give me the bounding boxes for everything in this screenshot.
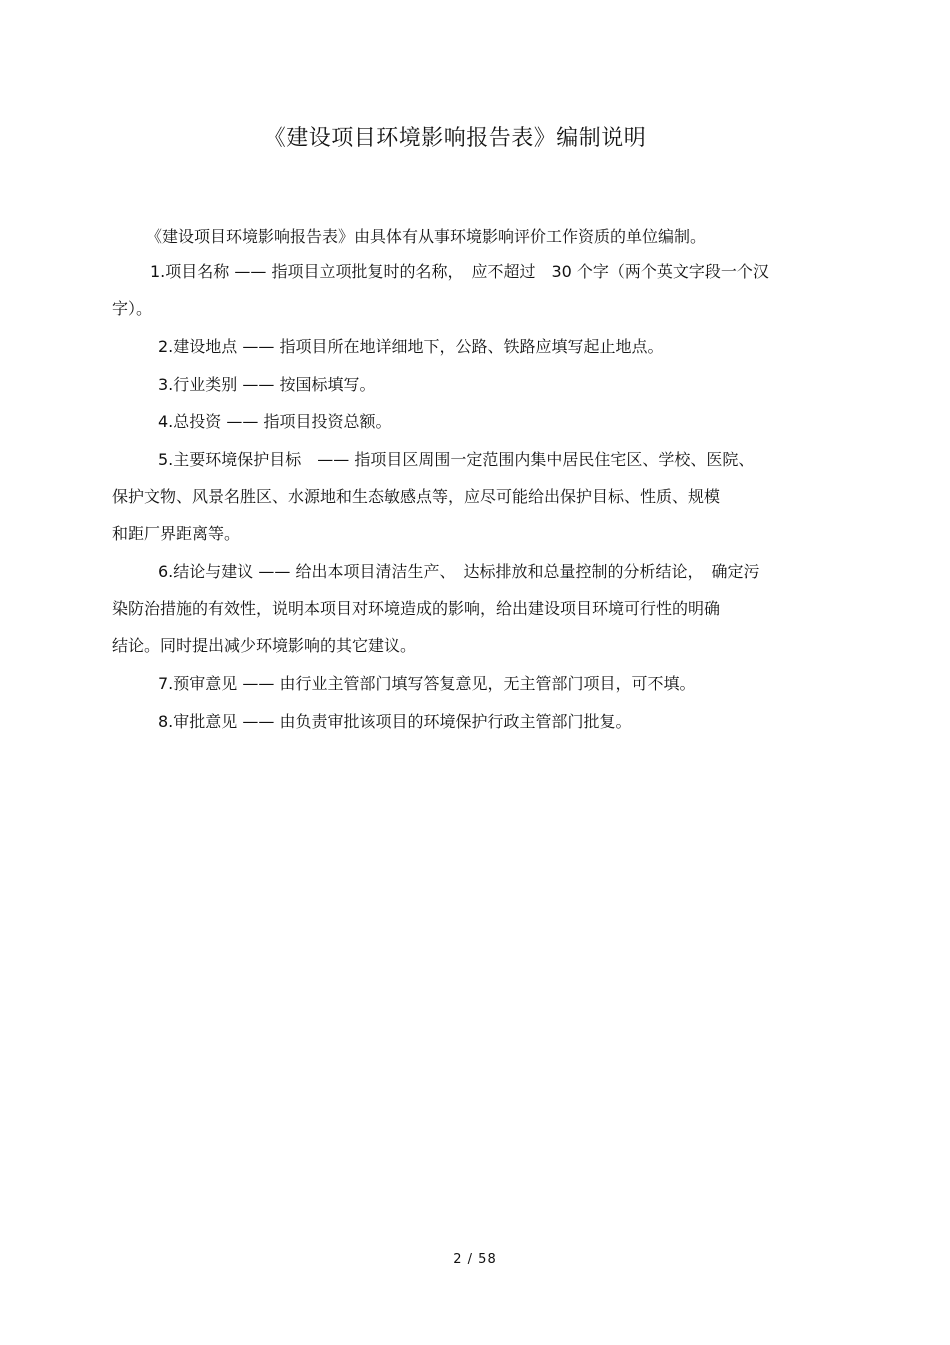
paragraph-item-4-line-1: 4.总投资 —— 指项目投资总额。: [158, 412, 392, 431]
paragraph-item-6-line-2: 染防治措施的有效性，说明本项目对环境造成的影响，给出建设项目环境可行性的明确: [112, 599, 721, 618]
paragraph-item-5-line-3: 和距厂界距离等。: [112, 524, 241, 543]
document-title: 《建设项目环境影响报告表》编制说明: [263, 126, 647, 151]
paragraph-item-5-line-2: 保护文物、风景名胜区、水源地和生态敏感点等，应尽可能给出保护目标、性质、规模: [112, 487, 721, 506]
paragraph-item-7-line-1: 7.预审意见 —— 由行业主管部门填写答复意见，无主管部门项目，可不填。: [158, 674, 696, 693]
page-number: 2 / 58: [453, 1252, 497, 1267]
paragraph-item-8-line-1: 8.审批意见 —— 由负责审批该项目的环境保护行政主管部门批复。: [158, 712, 632, 731]
paragraph-item-2-line-1: 2.建设地点 —— 指项目所在地详细地下，公路、铁路应填写起止地点。: [158, 337, 664, 356]
paragraph-item-6-line-1: 6.结论与建议 —— 给出本项目清洁生产、 达标排放和总量控制的分析结论， 确定污: [158, 562, 760, 581]
paragraph-intro-line-1: 《建设项目环境影响报告表》由具体有从事环境影响评价工作资质的单位编制。: [146, 227, 707, 246]
paragraph-item-6-line-3: 结论。同时提出减少环境影响的其它建议。: [112, 636, 417, 655]
paragraph-item-5-line-1: 5.主要环境保护目标 —— 指项目区周围一定范围内集中居民住宅区、学校、医院、: [158, 450, 755, 469]
paragraph-item-1-line-1: 1.项目名称 —— 指项目立项批复时的名称， 应不超过 30 个字（两个英文字段一个汉: [150, 262, 769, 281]
paragraph-item-1-line-2: 字）。: [112, 299, 153, 318]
paragraph-item-3-line-1: 3.行业类别 —— 按国标填写。: [158, 375, 376, 394]
